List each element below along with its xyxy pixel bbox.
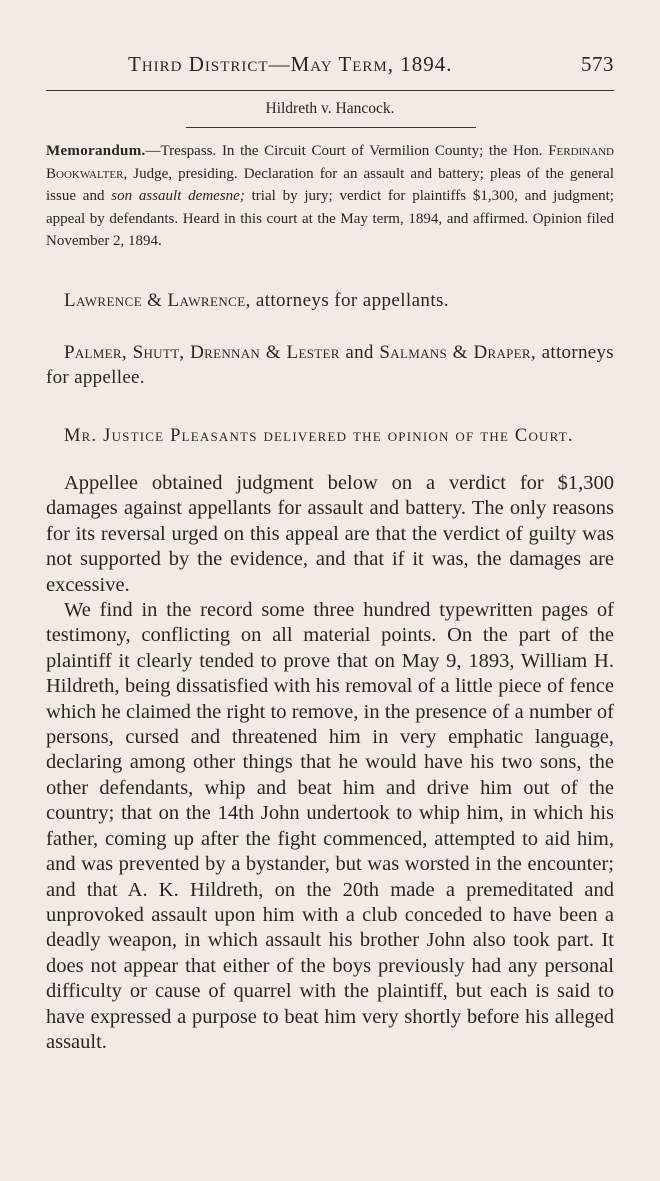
opinion-body xyxy=(46,471,614,1055)
memorandum-text-3: trial by jury; verdict for plaintiffs $1,300, and judgment; appeal by defendants. Heard in this court at the May term, 1894, and affirmed. Opinion filed November 2, 1894. xyxy=(46,188,614,249)
opinion-paragraph: We find in the record some three hundred typewritten pages of testimony, conflicting on all material points. On the part of the plaintiff it clearly tended to prove that on May 9, 1893, William H. Hildreth, being dissatisfied with his removal of a little piece of fence which he claimed the right to remove, in the presence of a number of persons, cursed and threatened him in very emphatic language, declaring among other things that he would have his two sons, the other defendants, whip and beat him and drive him out of the country; that on the 14th John undertook to whip him, in which his father, coming up after the fight commenced, attempted to aid him, and was prevented by a bystander, but was worsted in the encounter; and that A. K. Hildreth, on the 20th made a premeditated and unprovoked assault upon him with a club conceded to have been a deadly weapon, in which assault his brother John also took part. It does not appear that either of the boys previously had any personal difficulty or cause of quarrel with the plaintiff, but each is said to have expressed a purpose to beat him very shortly before his alleged assault. xyxy=(46,599,614,1053)
memorandum-paragraph xyxy=(46,140,614,253)
appellee-conjunction: and xyxy=(339,342,380,363)
appellee-firm-2: Salmans & Draper xyxy=(379,342,531,363)
case-title: Hildreth v. Hancock. xyxy=(265,100,395,117)
appellants-firm: Lawrence & Lawrence xyxy=(64,290,246,311)
appellee-role: , attorneys for appellee. xyxy=(46,342,614,388)
case-title-rule xyxy=(186,127,476,128)
plea-italic: son assault demesne; xyxy=(111,188,245,204)
attorneys-for-appellee xyxy=(46,340,614,390)
attorneys-for-appellants xyxy=(64,290,449,312)
header-rule xyxy=(46,90,614,91)
running-head xyxy=(128,52,614,77)
memorandum-text-1: —Trespass. In the Circuit Court of Vermilion County; the Hon. xyxy=(145,143,549,159)
appellants-role: , attorneys for appellants. xyxy=(245,290,449,311)
memorandum-lead: Memorandum. xyxy=(46,143,146,159)
memorandum-text-2: , Judge, presiding. Declaration for an assault and battery; pleas of the general issue and xyxy=(46,165,614,204)
appellee-firm-1: Palmer, Shutt, Drennan & Lester xyxy=(64,342,340,363)
running-head-section: Third District—May Term, 1894. xyxy=(128,52,453,76)
page-number: 573 xyxy=(581,52,614,76)
opinion-intro: Mr. Justice Pleasants delivered the opinion of the Court. xyxy=(64,426,574,446)
judge-name: Ferdinand Bookwalter xyxy=(46,143,614,182)
opinion-paragraph: Appellee obtained judgment below on a verdict for $1,300 damages against appellants for assault and battery. The only reasons for its reversal urged on this appeal are that the verdict of guilty was not supported by the evidence, and that if it was, the damages are excessive. xyxy=(46,472,614,596)
